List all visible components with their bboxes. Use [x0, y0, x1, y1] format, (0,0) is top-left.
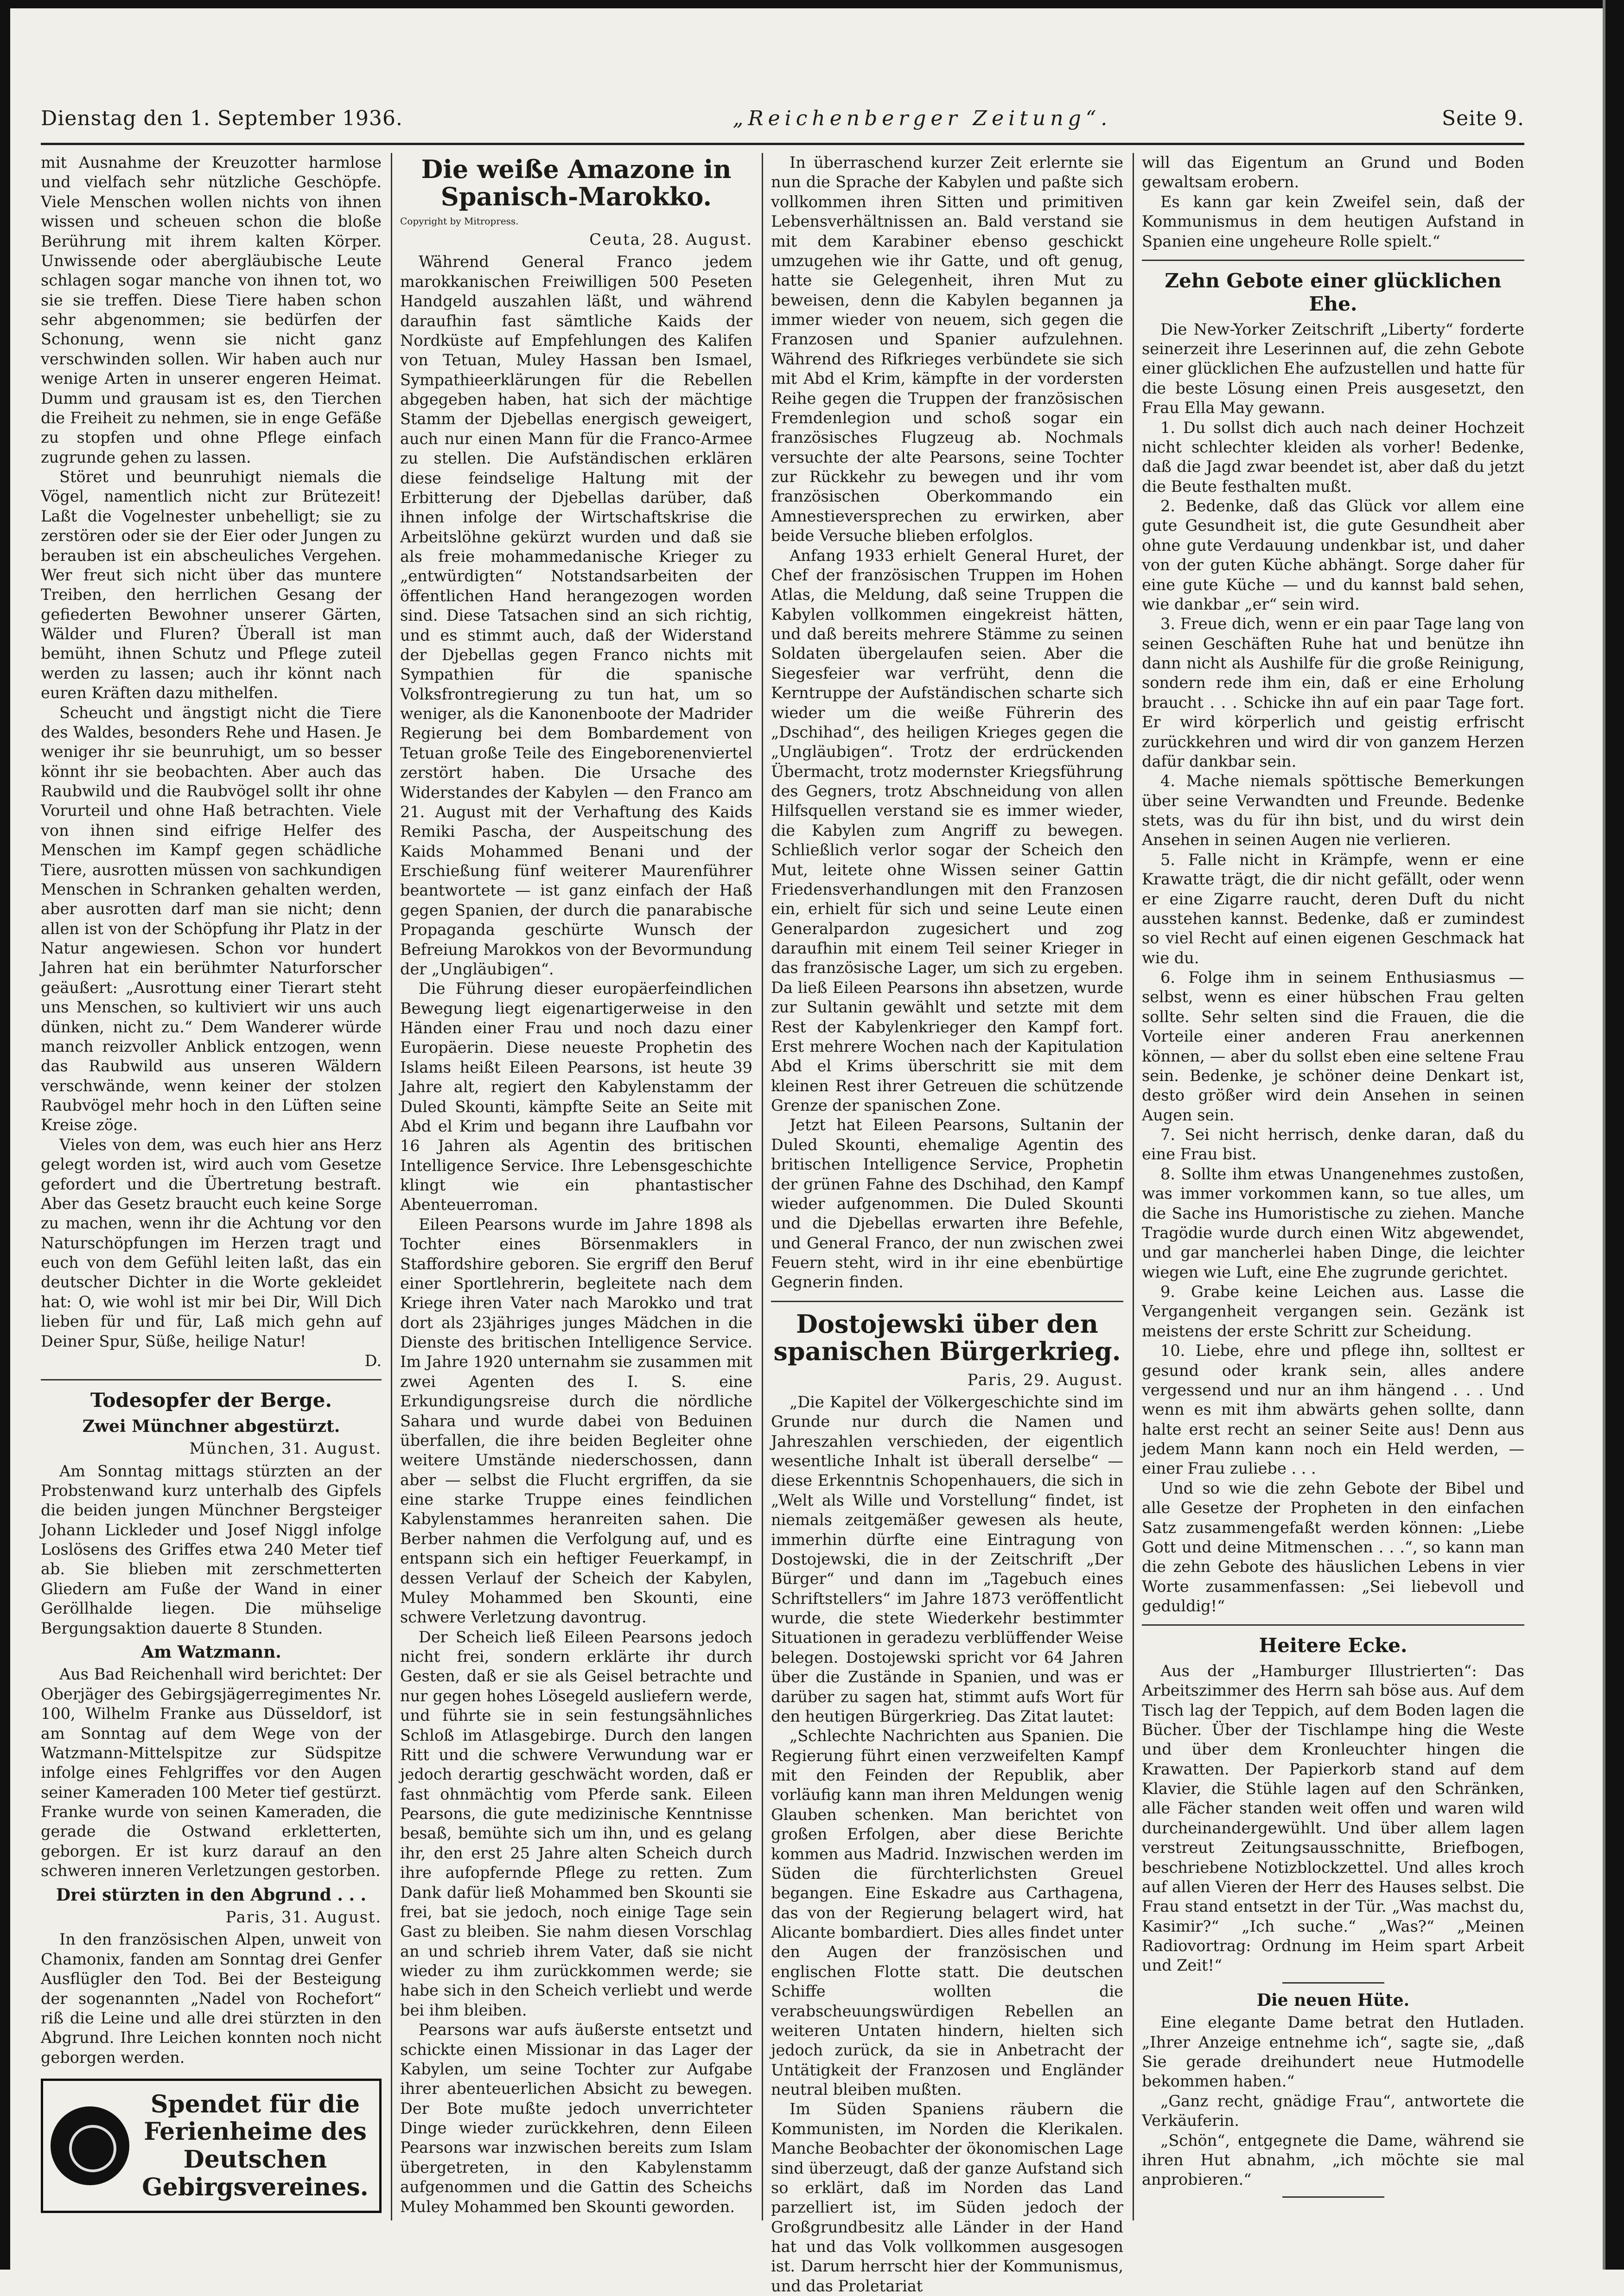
paragraph: „Ganz recht, gnädige Frau“, antwortete die Verkäuferin.: [1142, 2092, 1524, 2130]
subheadline-zwei-muenchner: Zwei Münchner abgestürzt.: [82, 1416, 340, 1436]
paragraph: Und so wie die zehn Gebote der Bibel und alle Gesetze der Propheten in den einfachen Satz zusammengefaßt werden können: „Liebe Gott und deine Mitmenschen . . .“, so kann man die zehn Gebote des häuslichen Lebens in vier Worte zusammenfassen: „Sei liebevoll und geduldig!“: [1142, 1479, 1524, 1615]
commandment-item: 8. Sollte ihm etwas Unangenehmes zustoßen, was immer vorkommen kann, so tue alles, um die Sache ins Humoristische zu ziehen. Manche Tragödie wurde durch einen Witz abgewendet, und gar mancherlei haben Dinge, die leichter wiegen wie Luft, eine Ehe zugrunde gerichtet.: [1142, 1164, 1524, 1281]
commandment-item: 5. Falle nicht in Krämpfe, wenn er eine Krawatte trägt, die dir nicht gefällt, oder wenn er eine Zigarre raucht, deren Duft du nicht ausstehen kannst. Bedenke, daß er zumindest so viel Recht auf einen eigenen Geschmack hat wie du.: [1142, 850, 1524, 967]
scan-border-right: [1605, 0, 1624, 2270]
paragraph: Störet und beunruhigt niemals die Vögel, namentlich nicht zur Brütezeit! Laßt die Vogelnester unbehelligt; sie zu zerstören oder sie der Eier oder Jungen zu berauben ist ein abscheuliches Vergehen. Wer freut sich nicht über das muntere Treiben, den herrlichen Gesang der gefiederten Bewohner unserer Gärten, Wälder und Fluren? Überall ist man bemüht, ihnen Schutz und Pflege zuteil werden zu lassen; auch ihr könnt nach euren Kräften dazu mithelfen.: [41, 468, 382, 702]
paragraph: mit Ausnahme der Kreuzotter harmlose und vielfach sehr nützliche Geschöpfe. Viele Menschen wollen nichts von ihnen wissen und scheuen schon die bloße Berührung mit ihrem kalten Körper. Unwissende oder abergläubische Leute schlagen sogar manche von ihnen tot, wo sie sie treffen. Diese Tiere haben schon sehr abgenommen; sie bedürfen der Schonung, wenn sie nicht ganz verschwinden sollen. Wir haben auch nur wenige Arten in unserer engeren Heimat. Dumm und grausam ist es, den Tierchen die Freiheit zu nehmen, sie in enge Gefäße zu stopfen und ohne Pflege einfach zugrunde gehen zu lassen.: [41, 153, 382, 466]
paragraph: Im Süden Spaniens räubern die Kommunisten, im Norden die Klerikalen. Manche Beobachter der ökonomischen Lage sind überzeugt, daß der ganze Aufstand sich so erklärt, daß im Norden das Land parzelliert ist, im Süden jedoch der Großgrundbesitz alle Länder in der Hand hat und das Volk vollkommen ausgesogen ist. Darum herrscht hier der Kommunismus, und das Proletariat: [771, 2100, 1123, 2295]
scan-border-top: [0, 0, 1624, 8]
paragraph: Am Sonntag mittags stürzten an der Probstenwand kurz unterhalb des Gipfels die beiden jungen Münchner Bergsteiger Johann Lickleder und Josef Niggl infolge Loslösens des Griffes etwa 240 Meter tief ab. Sie blieben mit zerschmetterten Gliedern am Fuße der Wand in einer Geröllhalde liegen. Die mühselige Bergungsaktion dauerte 8 Stunden.: [41, 1462, 382, 1637]
newspaper-page: [41, 107, 1524, 2295]
paragraph: Aus der „Hamburger Illustrierten“: Das Arbeitszimmer des Herrn sah böse aus. Auf dem Tisch lag der Teppich, auf dem Boden lagen die Bücher. Über der Tischlampe hing die Weste und über dem Kronleuchter hingen die Krawatten. Der Papierkorb stand auf dem Klavier, die Stühle lagen auf den Schränken, alle Fächer standen weit offen und waren wild durcheinandergewühlt. Und über allem lagen verstreut Zeitungsausschnitte, Briefbogen, beschriebene Notizblockzettel. Und alles kroch auf allen Vieren der Herr des Hauses selbst. Die Frau stand entsetzt in der Tür. „Was machst du, Kasimir?“ „Ich suche.“ „Was?“ „Meinen Radiovortrag: Ordnung im Heim spart Arbeit und Zeit!“: [1142, 1661, 1524, 1975]
signature: D.: [364, 1351, 382, 1370]
columns: [41, 153, 1524, 2295]
section-rule: [1142, 1624, 1524, 1626]
advertisement-box: [41, 2079, 382, 2213]
commandment-item: 2. Bedenke, daß das Glück vor allem eine gute Gesundheit ist, die gute Gesundheit aber ohne gute Verdauung undenkbar ist, und daher von der guten Küche abhängt. Sorge daher für eine gute Küche — und du kannst bald sehen, wie dankbar „er“ sein wird.: [1142, 497, 1524, 613]
paragraph: Pearsons war aufs äußerste entsetzt und schickte einen Missionar in das Lager der Kabylen, um seine Tochter zur Aufgabe ihrer abenteuerlichen Absicht zu bewegen. Der Bote mußte jedoch unverrichteter Dinge wieder zurückkehren, denn Eileen Pearsons war inzwischen bereits zum Islam übergetreten, in den Kabylenstamm aufgenommen und die Gattin des Scheichs Muley Mohammed ben Skounti geworden.: [400, 2021, 752, 2216]
paragraph: Die Führung dieser europäerfeindlichen Bewegung liegt eigenartigerweise in den Händen einer Frau und noch dazu einer Europäerin. Diese neueste Prophetin des Islams heißt Eileen Pearsons, ist heute 39 Jahre alt, regiert den Kabylenstamm der Duled Skounti, kämpfte Seite an Seite mit Abd el Krim und begann ihre Laufbahn vor 16 Jahren als Agentin des britischen Intelligence Service. Ihre Lebensgeschichte klingt wie ein phantastischer Abenteuerroman.: [400, 979, 752, 1214]
dateline: Ceuta, 28. August.: [589, 230, 752, 249]
paragraph: Eine elegante Dame betrat den Hutladen. „Ihrer Anzeige entnehme ich“, sagte sie, „daß Sie gerade dreihundert neue Hutmodelle bekommen haben.“: [1142, 2013, 1524, 2091]
masthead-rule: [41, 143, 1524, 145]
newspaper-title: „Reichenberger Zeitung“.: [732, 107, 1112, 130]
headline-weisse-amazone: Die weiße Amazone in Spanisch-Marokko.: [421, 154, 732, 212]
paragraph: Anfang 1933 erhielt General Huret, der Chef der französischen Truppen im Hohen Atlas, die Meldung, daß seine Truppen die Kabylen vollkommen eingekreist hätten, und daß bereits mehrere Stämme zu seinen Soldaten übergelaufen seien. Aber die Siegesfeier war verfrüht, denn die Kerntruppe der Aufständischen scharte sich wieder um die weiße Führerin des „Dschihad“, des heiligen Krieges gegen die „Ungläubigen“. Trotz der erdrückenden Übermacht, trotz modernster Kriegsführung des Gegners, trotz Abschneidung von allen Hilfsquellen verstand sie es immer wieder, die Kabylen zum Angriff zu bewegen. Schließlich verlor sogar der Scheich den Mut, leitete ohne Wissen seiner Gattin Friedensverhandlungen mit den Franzosen ein, erhielt für sich und seine Leute einen Generalpardon zugesichert und zog daraufhin mit einem Teil seiner Krieger in das französische Lager, um sich zu ergeben. Da ließ Eileen Pearsons ihn absetzen, wurde zur Sultanin gewählt und setzte mit dem Rest der Kabylenkrieger den Kampf fort. Erst mehrere Wochen nach der Kapitulation Abd el Krims überschritt sie mit dem kleinen Rest ihrer Getreuen die schützende Grenze der spanischen Zone.: [771, 546, 1123, 1114]
headline-zehn-gebote: Zehn Gebote einer glücklichen Ehe.: [1165, 269, 1502, 316]
column-4: [1142, 153, 1524, 2216]
paragraph: Jetzt hat Eileen Pearsons, Sultanin der Duled Skounti, ehemalige Agentin des britischen Intelligence Service, Prophetin der grünen Fahne des Dschihad, den Kampf wieder aufgenommen. Die Duled Skounti und die Djebellas erwarten ihre Befehle, und General Franco, der nun zwischen zwei Feuern steht, wird in ihr eine ebenbürtige Gegnerin finden.: [771, 1116, 1123, 1291]
short-rule: [1282, 2196, 1384, 2198]
paragraph: Die New-Yorker Zeitschrift „Liberty“ forderte seinerzeit ihre Leserinnen auf, die zehn Gebote einer glücklichen Ehe aufzustellen und hatte für die beste Lösung einen Preis ausgesetzt, den Frau Ella May gewann.: [1142, 320, 1524, 417]
subheadline-drei-stuerzten: Drei stürzten in den Abgrund . . .: [56, 1885, 367, 1905]
paragraph: will das Eigentum an Grund und Boden gewaltsam erobern.: [1142, 153, 1524, 191]
paragraph: „Die Kapitel der Völkergeschichte sind im Grunde nur durch die Namen und Jahreszahlen verschieden, der eigentlich wesentliche Inhalt ist überall derselbe“ — diese Erkenntnis Schopenhauers, die sich in „Welt als Wille und Vorstellung“ findet, ist niemals zeitgemäßer gewesen als heute, immerhin dürfte eine Eintragung von Dostojewski, die in der Zeitschrift „Der Bürger“ und dann im „Tagebuch eines Schriftstellers“ im Jahre 1873 veröffentlicht wurde, die stete Wiederkehr bestimmter Situationen in geradezu verblüffender Weise belegen. Dostojewski spricht vor 64 Jahren über die Zustände in Spanien, und was er darüber zu sagen hat, stimmt aufs Wort für den heutigen Bürgerkrieg. Das Zitat lautet:: [771, 1393, 1123, 1725]
masthead: [41, 107, 1524, 139]
copyright-note: Copyright by Mitropress.: [400, 215, 519, 227]
dateline: Paris, 29. August.: [967, 1370, 1123, 1389]
commandment-item: 10. Liebe, ehre und pflege ihn, solltest er gesund oder krank sein, alles andere vergessend und nur an ihm hängend . . . Und wenn es mit ihm abwärts gehen sollte, dann halte erst recht an seiner Seite aus! Denn aus jedem Mann kann noch ein Held werden, — einer Frau zuliebe . . .: [1142, 1342, 1524, 1478]
subheadline-neue-huete: Die neuen Hüte.: [1256, 1990, 1410, 2010]
section-rule: [1142, 260, 1524, 261]
page-number: Seite 9.: [1442, 107, 1524, 130]
column-3: [771, 153, 1123, 2295]
commandment-item: 4. Mache niemals spöttische Bemerkungen über seine Verwandten und Freunde. Bedenke stets, was du für ihn bist, und du wirst dein Ansehen in seinen Augen nie verlieren.: [1142, 772, 1524, 849]
commandment-item: 3. Freue dich, wenn er ein paar Tage lang von seinen Geschäften Ruhe hat und benütze ihn dann nicht als Aushilfe für die große Reinigung, sondern rede ihm ein, daß er eine Erholung braucht . . . Schicke ihn auf ein paar Tage fort. Er wird körperlich und geistig erfrischt zurückkehren und wird dir von ganzem Herzen dafür dankbar sein.: [1142, 615, 1524, 770]
column-2: [400, 153, 752, 2216]
headline-heitere-ecke: Heitere Ecke.: [1259, 1634, 1407, 1657]
commandment-item: 9. Grabe keine Leichen aus. Lasse die Vergangenheit vergangen sein. Gezänk ist meistens der erste Schritt zur Scheidung.: [1142, 1283, 1524, 1340]
paragraph: „Schön“, entgegnete die Dame, während sie ihren Hut abnahm, „ich möchte sie mal anprobieren.“: [1142, 2131, 1524, 2189]
paragraph: In überraschend kurzer Zeit erlernte sie nun die Sprache der Kabylen und paßte sich vollkommen ihren Sitten und primitiven Lebensverhältnissen an. Bald verstand sie mit dem Karabiner ebenso geschickt umzugehen wie ihr Gatte, und oft genug, hatte sie Gelegenheit, ihren Mut zu beweisen, denn die Kabylen begannen ja immer wieder von neuem, sich gegen die Franzosen und Spanier aufzulehnen. Während des Rifkrieges verbündete sie sich mit Abd el Krim, kämpfte in der vordersten Reihe gegen die Truppen der französischen Fremdenlegion und schoß sogar ein französisches Flugzeug ab. Nochmals versuchte der alte Pearsons, seine Tochter zur Rückkehr zu bewegen und ihr vom französischen Oberkommando ein Amnestieversprechen zu erwirken, aber beide Versuche blieben erfolglos.: [771, 153, 1123, 545]
commandment-item: 7. Sei nicht herrisch, denke daran, daß du eine Frau bist.: [1142, 1126, 1524, 1164]
paragraph: Scheucht und ängstigt nicht die Tiere des Waldes, besonders Rehe und Hasen. Je weniger ihr sie beunruhigt, um so besser könnt ihr sie beobachten. Aber auch das Raubwild und die Raubvögel sollt ihr ohne Vorurteil und ohne Haß betrachten. Viele von ihnen sind eifrige Helfer des Menschen im Kampf gegen schädliche Tiere, ausrotten müssen von sachkundigen Menschen in Schranken gehalten werden, aber ausrotten darf man sie nicht; denn allen ist von der Schöpfung ihr Platz in der Natur angewiesen. Schon vor hundert Jahren hat ein berühmter Naturforscher geäußert: „Ausrottung einer Tierart steht uns Menschen, so kultiviert wir uns auch dünken, nicht zu.“ Dem Wanderer würde manch reizvoller Anblick entzogen, wenn das Raubwild aus unseren Wäldern verschwände, wenn keiner der stolzen Raubvögel mehr hoch in den Lüften seine Kreise zöge.: [41, 703, 382, 1134]
headline-dostojewski: Dostojewski über den spanischen Bürgerkrieg.: [773, 1309, 1121, 1367]
paragraph: Vieles von dem, was euch hier ans Herz gelegt worden ist, wird auch vom Gesetze gefordert und die Übertretung bestraft. Aber das Gesetz braucht euch keine Sorge zu machen, wenn ihr die Achtung vor den Naturschöpfungen im Herzen tragt und euch von dem Gefühl leiten laßt, das ein deutscher Dichter in die Worte gekleidet hat: O, wie wohl ist mir bei Dir, Will Dich lieben für und für, Laß mich gehn auf Deiner Spur, Süße, heilige Natur!: [41, 1135, 382, 1350]
paragraph: Es kann gar kein Zweifel sein, daß der Kommunismus in dem heutigen Aufstand in Spanien eine ungeheure Rolle spielt.“: [1142, 192, 1524, 250]
short-rule: [1282, 1982, 1384, 1984]
column-rule: [762, 153, 763, 2220]
scan-border-left: [0, 0, 10, 2270]
subheadline-watzmann: Am Watzmann.: [141, 1642, 281, 1662]
section-rule: [41, 1379, 382, 1380]
dateline: München, 31. August.: [189, 1439, 382, 1458]
paragraph: Während General Franco jedem marokkanischen Freiwilligen 500 Peseten Handgeld auszahlen läßt, und während daraufhin fast sämtliche Kaids der Nordküste auf Empfehlungen des Kalifen von Tetuan, Muley Hassan ben Ismael, Sympathieerklärungen für die Rebellen abgegeben haben, hat sich der mächtige Stamm der Djebellas energisch geweigert, auch nur einen Mann für die Franco-Armee zu stellen. Die Aufständischen erklären diese feindselige Haltung mit der Erbitterung der Djebellas darüber, daß ihnen infolge der Wirtschaftskrise die Arbeitslöhne gekürzt wurden und daß sie als freie mohammedanische Krieger zu „entwürdigten“ Notstandsarbeiten der öffentlichen Hand herangezogen worden sind. Diese Tatsachen sind an sich richtig, und es stimmt auch, daß der Widerstand der Djebellas gegen Franco nichts mit Sympathien für die spanische Volksfrontregierung zu tun hat, um so weniger, als die Kanonenboote der Madrider Regierung bei dem Bombardement von Tetuan große Teile des Eingeborenenviertel zerstört haben. Die Ursache des Widerstandes der Kabylen — den Franco am 21. August mit der Verhaftung des Kaids Remiki Pascha, der Auspeitschung des Kaids Mohammed Benani und der Erschießung fünf weiterer Maurenführer beantwortete — ist ganz einfach der Haß gegen Spanien, der durch die panarabische Propaganda geschürte Wunsch der Befreiung Marokkos von der Bevormundung der „Ungläubigen“.: [400, 253, 752, 978]
paragraph: In den französischen Alpen, unweit von Chamonix, fanden am Sonntag drei Genfer Ausflügler den Tod. Bei der Besteigung der sogenannten „Nadel von Rochefort“ riß die Leine und alle drei stürzten in den Abgrund. Ihre Leichen konnten noch nicht geborgen werden.: [41, 1930, 382, 2067]
section-rule: [771, 1301, 1123, 1302]
headline-todesopfer: Todesopfer der Berge.: [90, 1389, 332, 1412]
paragraph: Eileen Pearsons wurde im Jahre 1898 als Tochter eines Börsenmaklers in Staffordshire geboren. Sie ergriff den Beruf einer Sportlehrerin, begleitete nach dem Kriege ihren Vater nach Marokko und trat dort als 23jähriges junges Mädchen in die Dienste des britischen Intelligence Service. Im Jahre 1920 unternahm sie zusammen mit zwei Agenten des I. S. eine Erkundigungsreise durch die nördliche Sahara und wurde dabei von Beduinen überfallen, die ihre beiden Begleiter ohne weitere Umstände niederschossen, dann aber — selbst die Flucht ergriffen, da sie eine starke Truppe eines feindlichen Kabylenstammes heranreiten sahen. Die Berber nahmen die Verfolgung auf, und es entspann sich ein heftiger Feuerkampf, in dessen Verlauf der Scheich der Kabylen, Muley Mohammed ben Skounti, eine schwere Verletzung davontrug.: [400, 1215, 752, 1627]
commandment-item: 1. Du sollst dich auch nach deiner Hochzeit nicht schlechter kleiden als vorher! Bedenke, daß die Jagd zwar beendet ist, aber daß du jetzt die Beute festhalten mußt.: [1142, 418, 1524, 496]
dateline: Paris, 31. August.: [225, 1908, 382, 1927]
column-rule: [1133, 153, 1134, 2220]
edelweiss-emblem-icon: [51, 2106, 129, 2185]
paragraph: Aus Bad Reichenhall wird berichtet: Der Oberjäger des Gebirgsjägerregimentes Nr. 100, Wilhelm Franke aus Düsseldorf, ist am Sonntag auf dem Wege von der Watzmann-Mittelspitze zur Südspitze infolge eines Fehlgriffes vor den Augen seiner Kameraden 100 Meter tief gestürzt. Franke wurde von seinen Kameraden, die gerade die Ostwand erkletterten, geborgen. Er ist kurz darauf an den schweren inneren Verletzungen gestorben.: [41, 1665, 382, 1880]
commandment-item: 6. Folge ihm in seinem Enthusiasmus — selbst, wenn es einer hübschen Frau gelten sollte. Sehr selten sind die Frauen, die die Vorteile einer anderen Frau anerkennen können, — aber du sollst eben eine seltene Frau sein. Bedenke, je schöner deine Denkart ist, desto größer wird dein Ansehen in seinen Augen sein.: [1142, 968, 1524, 1124]
advertisement-text: Spendet für die Ferienheime des Deutschen Gebirgsvereines.: [142, 2090, 369, 2201]
paragraph: „Schlechte Nachrichten aus Spanien. Die Regierung führt einen verzweifelten Kampf mit den Feinden der Republik, aber vorläufig kann man ihren Meldungen wenig Glauben schenken. Man berichtet von großen Erfolgen, aber diese Berichte kommen aus Madrid. Inzwischen werden im Süden die fürchterlichsten Greuel begangen. Eine Eskadre aus Carthagena, das von der Regierung belagert wird, hat Alicante bombardiert. Dies alles findet unter den Augen der französischen und englischen Flotte statt. Die deutschen Schiffe wollten die verabscheuungswürdigen Rebellen an weiteren Untaten hindern, hielten sich jedoch zurück, da sie in Anbetracht der Untätigkeit der Franzosen und Engländer neutral bleiben mußten.: [771, 1727, 1123, 2099]
paragraph: Der Scheich ließ Eileen Pearsons jedoch nicht frei, sondern erklärte ihr durch Gesten, daß er sie als Geisel betrachte und nur gegen hohes Lösegeld ausliefern werde, und führte sie in sein festungsähnliches Schloß im Atlasgebirge. Durch den langen Ritt und die schwere Verwundung war er jedoch derartig geschwächt worden, daß er fast ohnmächtig vom Pferde sank. Eileen Pearsons, die gute medizinische Kenntnisse besaß, bemühte sich um ihn, und es gelang ihr, den erst 25 Jahre alten Scheich durch ihre aufopfernde Pflege zu retten. Zum Dank dafür ließ Mohammed ben Skounti sie frei, bat sie jedoch, noch einige Tage sein Gast zu bleiben. Sie nahm diesen Vorschlag an und schrieb ihrem Vater, daß sie nicht wieder zu ihm zurückkommen werde; sie habe sich in den Scheich verliebt und werde bei ihm bleiben.: [400, 1628, 752, 2019]
column-rule: [391, 153, 392, 2220]
column-1: [41, 153, 382, 2216]
issue-date: Dienstag den 1. September 1936.: [41, 107, 403, 130]
